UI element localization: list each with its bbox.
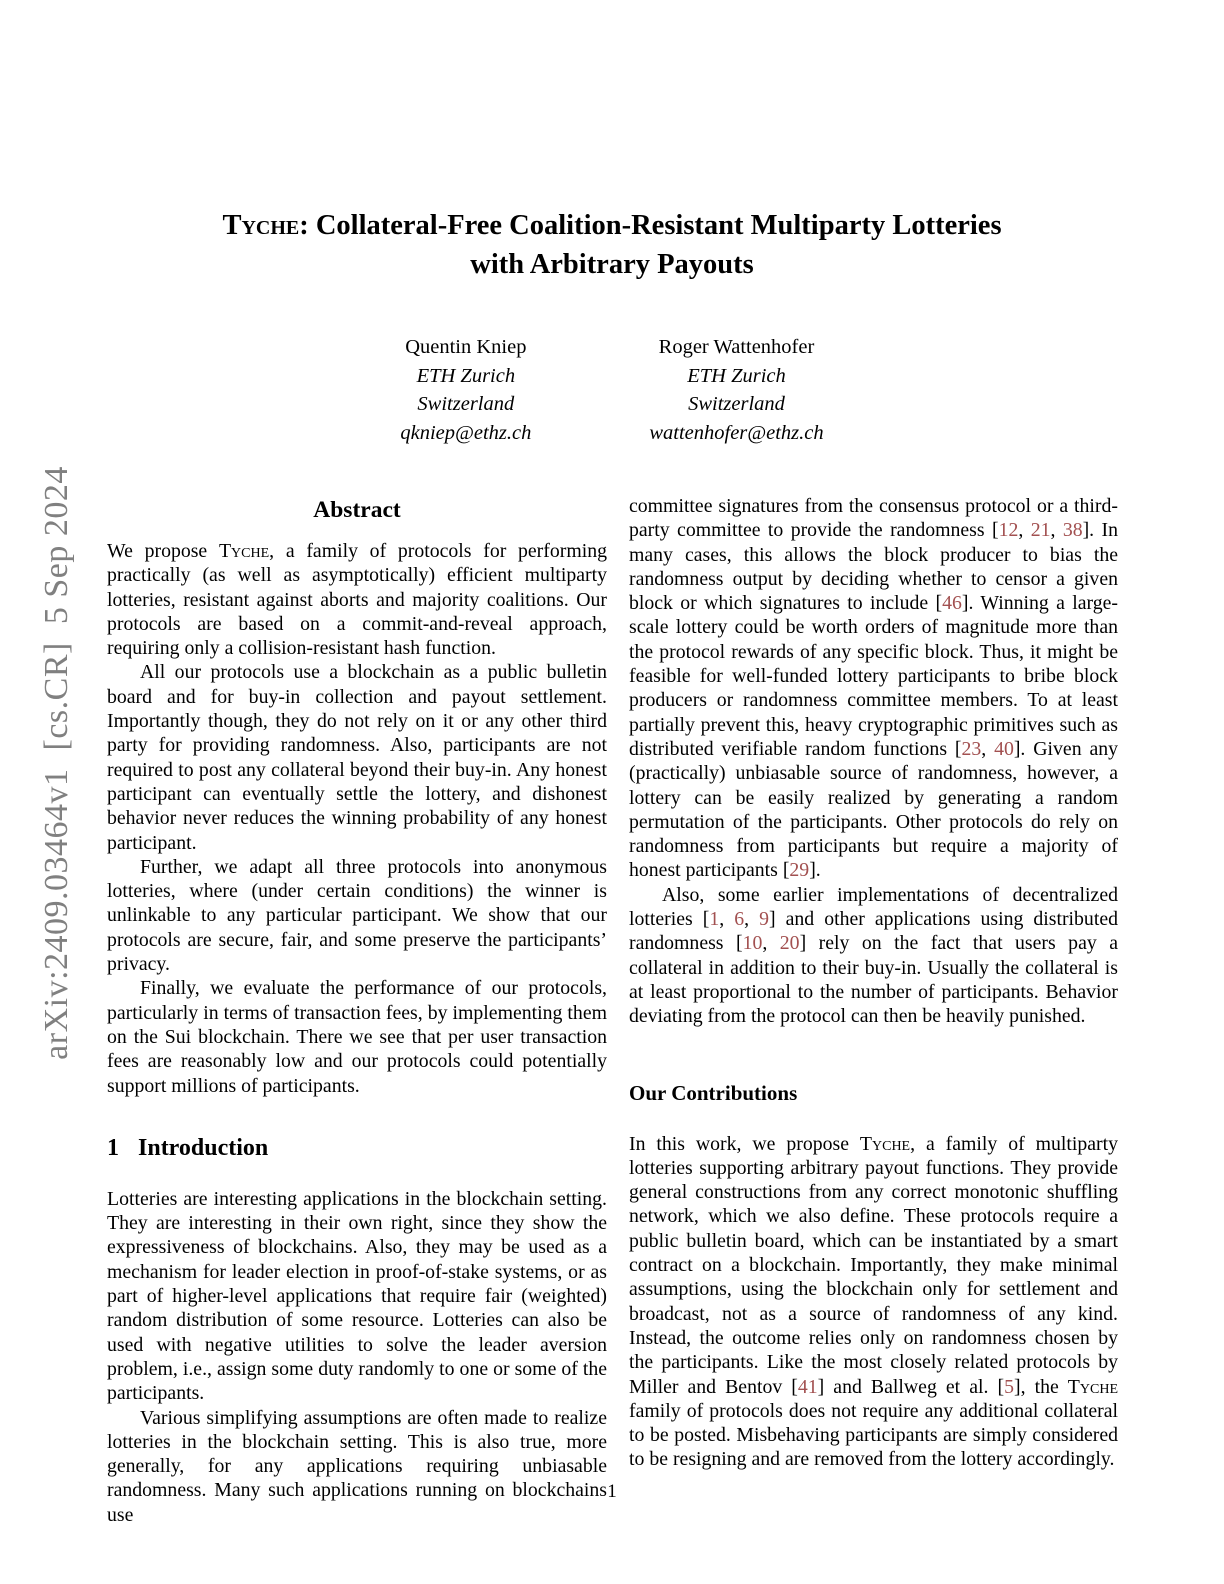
paper-title-line1: Tyche: Collateral-Free Coalition-Resistant Multiparty Lotteries [222, 210, 1002, 241]
citation-ref: 40 [994, 737, 1014, 760]
author-name: Quentin Kniep [405, 336, 527, 358]
author-affiliation: ETH Zurich [416, 364, 516, 387]
citation-ref: 23 [961, 737, 982, 760]
abstract-paragraph: We propose Tyche, a family of protocols for performing practically (as well as asymptotically) efficient multiparty lotteries, resistant against aborts and majority coalitions. Our protocols are based on a commit-and-reveal approach, requiring only a collision-resistant hash function. [107, 540, 608, 660]
subsection-heading-contributions: Our Contributions [629, 1080, 798, 1105]
page-number: 1 [607, 1481, 617, 1502]
author-country: Switzerland [417, 393, 515, 415]
citation-ref: 29 [789, 859, 810, 882]
author-email: wattenhofer@ethz.ch [649, 421, 824, 444]
citation-ref: 9 [759, 908, 769, 931]
citation-ref: 21 [1030, 519, 1051, 542]
smallcaps-text: Tyche [218, 540, 270, 562]
citation-ref: 41 [797, 1375, 818, 1398]
body-paragraph: committee signatures from the consensus protocol or a third-party committee to provide the randomness [12, 21, 38]. In many cases, this allows the block producer to bias the randomness output by deciding whether to censor a given block or which signatures to include [46]. Winning a large-scale lottery could be worth orders of magnitude more than the protocol rewards of any specific block. Thus, it might be feasible for well-funded lottery participants to bribe block producers or randomness committee members. To at least partially prevent this, heavy cryptographic primitives such as distributed verifiable random functions [23, 40]. Given any (practically) unbiasable source of randomness, however, a lottery can be easily realized by generating a random permutation of the participants. Other protocols do rely on randomness from participants but require a majority of honest participants [29]. [629, 495, 1119, 882]
smallcaps-text: Tyche [859, 1132, 911, 1155]
author-name: Roger Wattenhofer [658, 336, 815, 358]
citation-ref: 10 [742, 932, 763, 955]
citation-ref: 46 [942, 592, 962, 615]
left-column [107, 494, 607, 1527]
section-heading-introduction [107, 1135, 607, 1162]
citation-ref: 12 [998, 519, 1019, 542]
right-column [629, 494, 1118, 1472]
smallcaps-text: Tyche [222, 210, 300, 241]
citation-ref: 20 [779, 932, 800, 955]
section-number: 1 [107, 1134, 119, 1161]
section-title: Introduction [138, 1134, 269, 1161]
contributions-paragraph: In this work, we propose Tyche, a family of multiparty lotteries supporting arbitrary payout functions. They provide general constructions from any correct monotonic shuffling network, which we also define. These protocols require a public bulletin board, which can be instantiated by a smart contract on a blockchain. Importantly, they make minimal assumptions, using the blockchain only for settlement and broadcast, not as a source of randomness of any kind. Instead, the outcome relies only on randomness chosen by the participants. Like the most closely related protocols by Miller and Bentov [41] and Ballweg et al. [5], the Tyche family of protocols does not require any additional collateral to be posted. Misbehaving participants are simply considered to be resigning and are removed from the lottery accordingly. [629, 1132, 1118, 1471]
abstract-paragraph: Further, we adapt all three protocols into anonymous lotteries, where (under certain conditions) the winner is unlinkable to any particular participant. We show that our protocols are secure, fair, and some preserve the participants’ privacy. [107, 855, 607, 976]
citation-ref: 38 [1062, 519, 1083, 542]
intro-paragraph: Lotteries are interesting applications in the blockchain setting. They are interesting in their own right, since they show the expressiveness of blockchains. Also, they may be used as a mechanism for leader election in proof-of-stake systems, or as part of higher-level applications that require fair (weighted) random distribution of some resource. Lotteries can also be used with negative utilities to solve the leader aversion problem, i.e., assign some duty randomly to one or some of the participants. [107, 1187, 607, 1405]
author-block [649, 333, 823, 447]
paper-title-line2: with Arbitrary Payouts [470, 249, 754, 280]
body-paragraph: Also, some earlier implementations of decentralized lotteries [1, 6, 9] and other applications using distributed randomness [10, 20] rely on the fact that users pay a collateral in addition to their buy-in. Usually the collateral is at least proportional to the number of participants. Behavior deviating from the protocol can then be heavily punished. [629, 883, 1119, 1028]
author-email: qkniep@ethz.ch [400, 421, 532, 444]
author-block [400, 333, 531, 447]
citation-ref: 1 [709, 908, 720, 931]
abstract-paragraph: All our protocols use a blockchain as a public bulletin board and for buy-in collection and payout settlement. Importantly though, they do not rely on it or any other third party for providing randomness. Also, participants are not required to post any collateral beyond their buy-in. Any honest participant can eventually settle the lottery, and dishonest behavior never reduces the winning probability of any honest participant. [107, 661, 607, 854]
citation-ref: 6 [734, 908, 745, 931]
abstract-heading: Abstract [313, 497, 401, 523]
abstract-paragraph: Finally, we evaluate the performance of our protocols, particularly in terms of transaction fees, by implementing them on the Sui blockchain. There we see that per user transaction fees are reasonably low and our protocols could potentially support millions of participants. [107, 977, 607, 1097]
paper-title [112, 206, 1112, 284]
author-affiliation: ETH Zurich [687, 364, 786, 387]
author-country: Switzerland [688, 393, 785, 415]
arxiv-watermark: arXiv:2409.03464v1 [cs.CR] 5 Sep 2024 [38, 466, 75, 1060]
citation-ref: 5 [1004, 1375, 1014, 1398]
intro-paragraph: Various simplifying assumptions are often made to realize lotteries in the blockchain setting. This is also true, more generally, for any applications requiring unbiasable randomness. Many such applications running on blockchains use [107, 1406, 607, 1526]
smallcaps-text: Tyche [1067, 1375, 1118, 1398]
author-list [112, 333, 1112, 447]
